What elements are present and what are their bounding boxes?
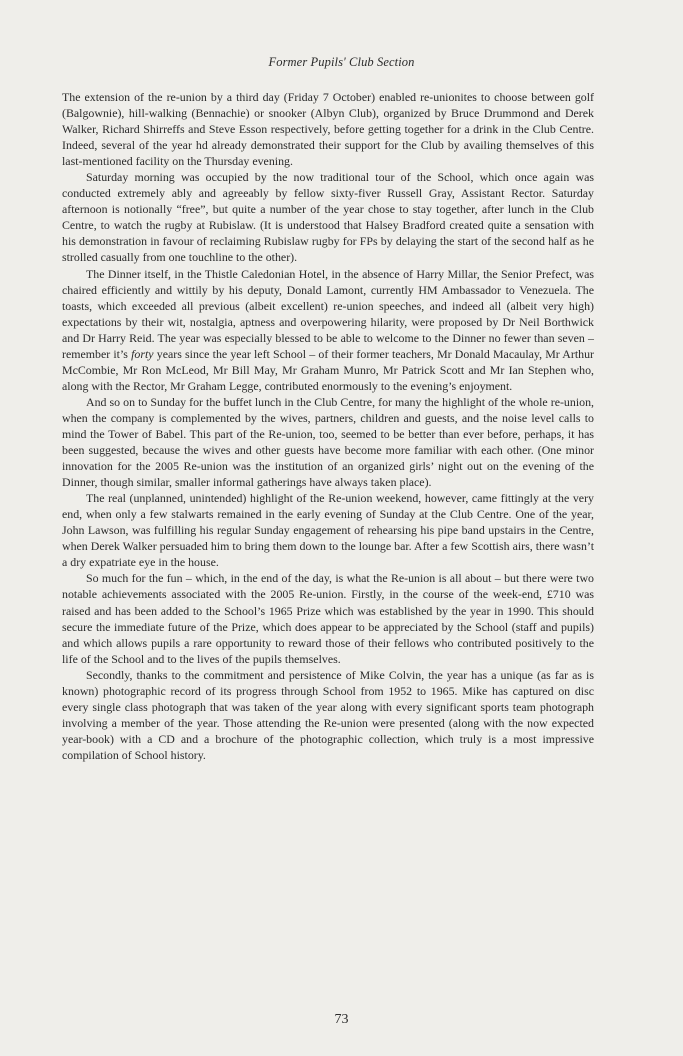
paragraph-dinner <box>62 266 594 394</box>
paragraph-achievements: So much for the fun – which, in the end of the day, is what the Re-union is all about – but there were two notable achievements associated with the 2005 Re-union. Firstly, in the course of the week-end, £710 was raised and has been added to the School’s 1965 Prize which was established by the year in 1990. This should secure the immediate future of the Prize, which does appear to be appreciated by the School (staff and pupils) and which allows pupils a rare opportunity to reward those of their fellows who contributed positively to the life of the School and to the lives of the pupils themselves. <box>62 571 594 666</box>
paragraph-sunday-lunch: And so on to Sunday for the buffet lunch in the Club Centre, for many the highlight of the whole re-union, when the company is complemented by the wives, partners, children and guests, and the noise level calls to mind the Tower of Babel. This part of the Re-union, too, seemed to be better than ever before, perhaps, it has been suggested, because the wives and other guests have become more familiar with each other. (One minor innovation for the 2005 Re-union was the institution of an organized girls’ night out on the evening of the Dinner, though similar, smaller informal gatherings have always taken place). <box>62 394 594 490</box>
paragraph-golf-hillwalking: The extension of the re-union by a third day (Friday 7 October) enabled re-unionites to choose between golf (Balgownie), hill-walking (Bennachie) or snooker (Albyn Club), organized by Bruce Drummond and Derek Walker, Richard Shirreffs and Steve Esson respectively, before getting together for a drink in the Club Centre. Indeed, several of the year hd already demonstrated their support for the Club by availing themselves of this last-mentioned facility on the Thursday evening. <box>62 90 594 169</box>
section-header: Former Pupils' Club Section <box>268 55 415 69</box>
paragraph-photographic-record: Secondly, thanks to the commitment and persistence of Mike Colvin, the year has a unique (as far as is known) photographic record of its progress through School from 1952 to 1965. Mike has captured on disc every single class photograph that was taken of the year along with every significant sports team photograph involving a member of the year. Those attending the Re-union were presented (along with the now expected year-book) with a CD and a brochure of the photographic collection, which truly is a most impressive compilation of School history. <box>62 667 594 762</box>
paragraph-dinner-part-2: years since the year left School – of their former teachers, Mr Donald Macaulay, Mr Arthur McCombie, Mr Ron McLeod, Mr Bill May, Mr Graham Munro, Mr Patrick Scott and Mr Ian Stephen who, along with the Rector, Mr Graham Legge, contributed enormously to the evening’s enjoyment. <box>62 346 594 393</box>
article-body <box>62 89 594 763</box>
paragraph-school-tour: Saturday morning was occupied by the now traditional tour of the School, which once again was conducted extremely ably and agreeably by fellow sixty-fiver Russell Gray, Assistant Rector. Saturday afternoon is notionally “free”, but quite a number of the year chose to stay together, after lunch in the Club Centre, to watch the rugby at Rubislaw. (It is understood that Halsey Bradford created quite a sensation with his demonstration in favour of reclaiming Rubislaw rugby for FPs by delaying the start of the second half as he strolled casually from one touchline to the other). <box>62 170 594 265</box>
paragraph-dinner-emphasis: forty <box>131 346 154 361</box>
paragraph-pipe-band: The real (unplanned, unintended) highlight of the Re-union weekend, however, came fittingly at the very end, when only a few stalwarts remained in the early evening of Sunday at the Club Centre. One of the year, John Lawson, was fulfilling his regular Sunday engagement of rehearsing his pipe band upstairs in the Centre, when Derek Walker persuaded him to bring them down to the lounge bar. After a few Scottish airs, there wasn’t a dry expatriate eye in the house. <box>62 491 594 570</box>
paragraph-dinner-part-1: The Dinner itself, in the Thistle Caledonian Hotel, in the absence of Harry Millar, the Senior Prefect, was chaired efficiently and wittily by his deputy, Donald Lamont, currently HM Ambassador to Venezuela. The toasts, which exceeded all previous (albeit excellent) re-union speeches, and indeed all (albeit very high) expectations by their wit, nostalgia, aptness and overpowering hilarity, were proposed by Dr Neil Borthwick and Dr Harry Reid. The year was especially blessed to be able to welcome to the Dinner no fewer than seven – remember it’s <box>62 266 594 361</box>
page-number: 73 <box>334 1012 349 1027</box>
